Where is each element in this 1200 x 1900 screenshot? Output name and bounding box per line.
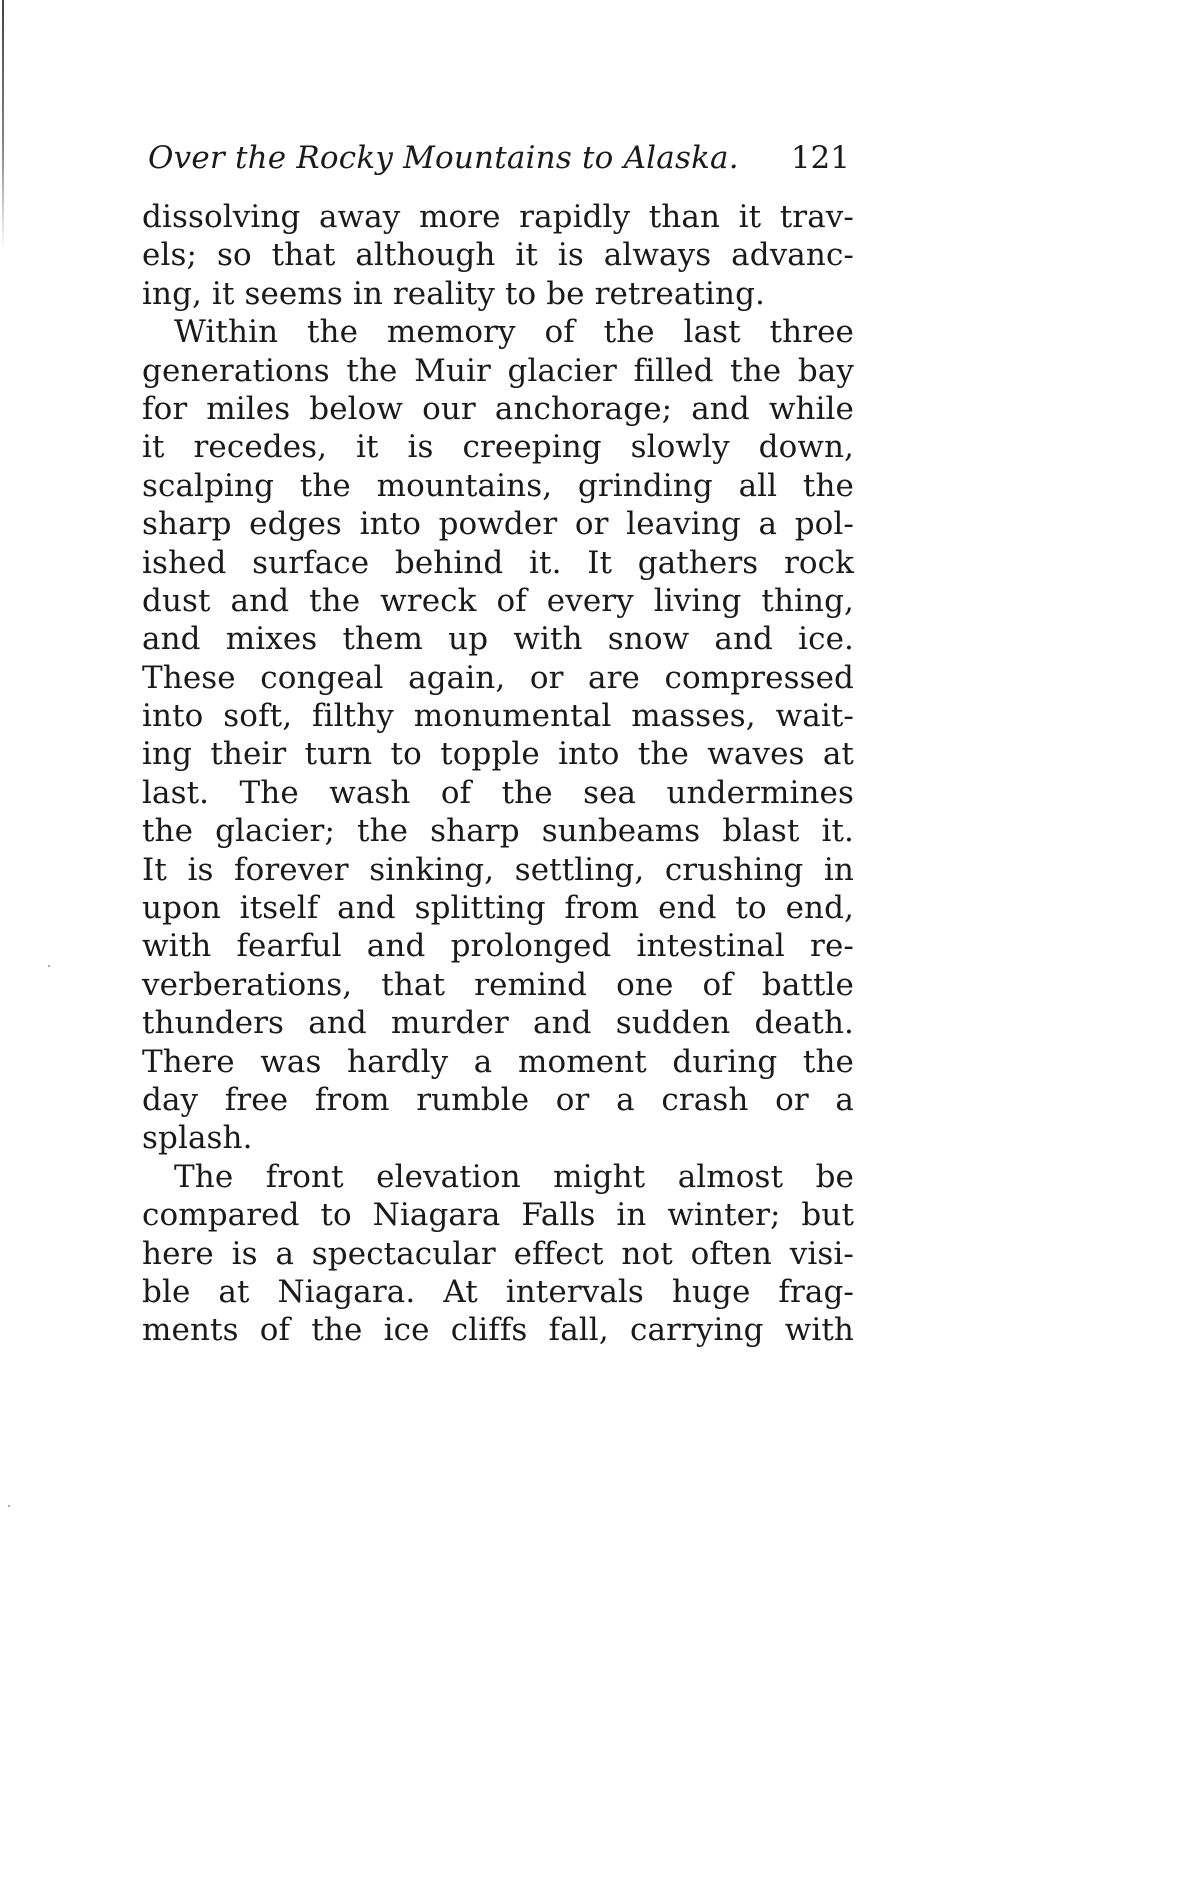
text-line: sharp edges into powder or leaving a pol- (142, 506, 854, 543)
page-header (148, 140, 850, 190)
text-line: with fearful and prolonged intestinal re- (142, 928, 854, 965)
text-line: upon itself and splitting from end to end, (142, 890, 854, 927)
text-line: and mixes them up with snow and ice. (142, 621, 854, 658)
text-line: ble at Niagara. At intervals huge frag- (142, 1273, 854, 1310)
text-line: ing their turn to topple into the waves at (142, 736, 854, 773)
text-line: last. The wash of the sea undermines (142, 774, 854, 811)
text-line: day free from rumble or a crash or a (142, 1081, 854, 1118)
page-number: 121 (790, 140, 850, 176)
text-line: into soft, filthy monumental masses, wait- (142, 698, 854, 735)
text-line: dissolving away more rapidly than it trav- (142, 199, 854, 235)
text-line: scalping the mountains, grinding all the (142, 467, 854, 504)
text-line: verberations, that remind one of battle (142, 966, 854, 1003)
text-line: compared to Niagara Falls in winter; but (142, 1197, 854, 1234)
text-line: dust and the wreck of every living thing, (142, 582, 854, 619)
paragraph-start-line: The front elevation might almost be (174, 1158, 854, 1195)
text-line: thunders and murder and sudden death. (142, 1005, 854, 1042)
text-line: There was hardly a moment during the (142, 1043, 854, 1080)
body-text (142, 198, 854, 1350)
text-line: the glacier; the sharp sunbeams blast it. (142, 813, 854, 850)
running-title: Over the Rocky Mountains to Alaska. (148, 140, 739, 176)
paragraph-start-line: Within the memory of the last three (174, 314, 854, 351)
text-line: it recedes, it is creeping slowly down, (142, 429, 854, 466)
text-line: It is forever sinking, settling, crushing in (142, 851, 854, 888)
scan-speck (8, 1505, 10, 1507)
page-edge-shadow (2, 0, 4, 250)
text-line: ments of the ice cliffs fall, carrying with (142, 1312, 854, 1349)
text-line: splash. (142, 1120, 253, 1157)
text-line: for miles below our anchorage; and while (142, 390, 854, 427)
text-line: els; so that although it is always advanc- (142, 237, 854, 274)
text-line: ing, it seems in reality to be retreating. (142, 275, 765, 312)
text-line: here is a spectacular effect not often visi- (142, 1235, 854, 1272)
text-line: generations the Muir glacier filled the bay (142, 352, 854, 389)
text-line: ished surface behind it. It gathers rock (142, 544, 854, 581)
scan-speck (48, 965, 50, 967)
text-line: These congeal again, or are compressed (142, 659, 854, 696)
